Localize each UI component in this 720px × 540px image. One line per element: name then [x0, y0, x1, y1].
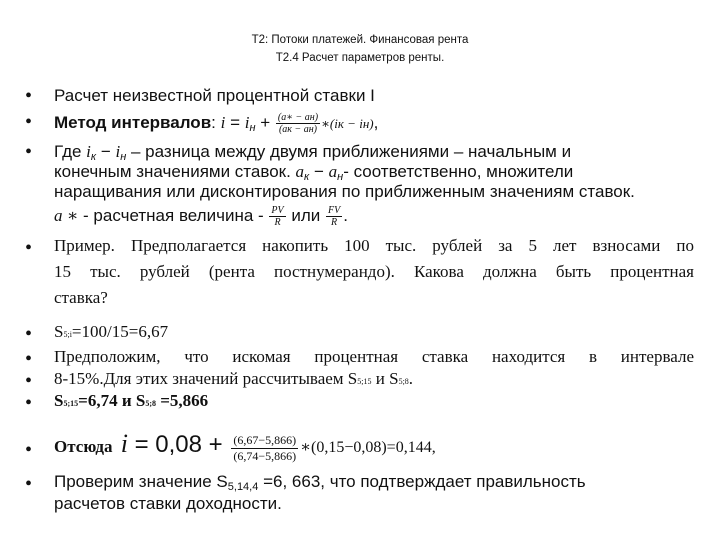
result-sub-2: 5;8	[145, 399, 156, 408]
interval-mid: и S	[371, 369, 399, 388]
fv-numerator: FV	[327, 205, 341, 216]
check-sub: 5,14,4	[227, 481, 259, 493]
result-fraction	[231, 433, 298, 464]
formula-eq: =	[225, 112, 245, 132]
sub-n: н	[120, 151, 127, 163]
result-numerator: (6,67−5,866)	[233, 432, 297, 447]
var-a-n: a	[328, 162, 338, 181]
result-value-1: =6,74 и S	[78, 391, 146, 410]
example-line2	[54, 262, 694, 282]
hence-label: Отсюда	[54, 437, 113, 456]
formula-i-n: i	[244, 112, 250, 132]
sub-k2: к	[304, 171, 310, 183]
sub-n2: н	[337, 171, 344, 183]
bullet-where-line4	[54, 205, 348, 228]
check-text-1b: =6, 663, что подтверждает правильность	[258, 472, 586, 491]
bullet: •	[25, 392, 33, 414]
s-value: =100/15=6,67	[71, 322, 169, 341]
result-denominator: (6,74−5,866)	[233, 448, 297, 463]
bullet: •	[25, 111, 33, 133]
check-text-2: расчетов ставки доходности.	[54, 494, 282, 513]
formula-end: ,	[373, 112, 379, 132]
bullet: •	[25, 370, 33, 392]
result-s1: S	[54, 391, 64, 410]
hence-line	[54, 424, 436, 468]
example-text-3: ставка?	[54, 288, 108, 307]
formula-times: ∗(iк − iн)	[321, 115, 374, 131]
s-symbol: S	[54, 322, 64, 341]
where-line1-rest: – разница между двумя приближениями – начальным и	[126, 142, 572, 161]
results-line	[54, 391, 208, 414]
result-rest: ∗(0,15−0,08)=0,144,	[300, 439, 436, 456]
assume-text: Предположим, что искомая процентная ставка находится в интервале	[54, 347, 694, 366]
where-prefix: Где	[54, 142, 87, 161]
fraction-denominator: (aк − aн)	[278, 124, 318, 135]
s-value-line	[54, 322, 168, 345]
bullet: •	[25, 323, 33, 345]
period: .	[343, 205, 348, 225]
header-subtitle: Т2.4 Расчет параметров ренты.	[275, 52, 445, 64]
example-line1	[54, 236, 694, 256]
var-i-k: i	[86, 142, 91, 161]
where-line2-rest: - соответственно, множители	[343, 162, 574, 181]
or-text: или	[286, 205, 325, 225]
example-text-2: 15 тыс. рублей (рента постнумерандо). Какова должна быть процентная	[54, 262, 694, 281]
header-title: Т2: Потоки платежей. Финансовая рента	[251, 34, 469, 46]
bullet: •	[25, 348, 33, 370]
bullet-where-line3	[54, 182, 635, 202]
sub-k: к	[90, 151, 97, 163]
s-subscript: 5;i	[63, 330, 72, 339]
formula-fraction	[276, 112, 320, 135]
method-colon: :	[211, 112, 216, 132]
result-sub-1: 5;15	[63, 399, 79, 408]
result-value-2: =5,866	[156, 391, 209, 410]
pv-over-r-fraction	[269, 205, 285, 228]
var-a-star: a ∗	[54, 205, 79, 225]
calc-value-text: - расчетная величина -	[78, 205, 269, 225]
interval-text: 8-15%.Для этих значений рассчитываем S	[54, 369, 358, 388]
bullet: •	[25, 85, 33, 107]
r-denominator: R	[274, 217, 281, 228]
where-line2-text: конечным значениями ставок.	[54, 162, 296, 181]
interval-line	[54, 369, 413, 392]
minus-sign-2: −	[309, 162, 329, 181]
bullet: •	[25, 237, 33, 259]
unknown-rate-text: Расчет неизвестной процентной ставки I	[54, 86, 375, 105]
example-line3	[54, 288, 108, 308]
r2-denominator: R	[331, 217, 338, 228]
check-line2	[54, 494, 282, 514]
formula-sub-n: н	[249, 121, 256, 134]
interval-sub-1: 5;15	[357, 377, 372, 386]
check-text-1: Проверим значение S	[54, 472, 228, 491]
where-line3-text: наращивания или дисконтирования по приближенным значениям ставок.	[54, 182, 635, 201]
result-i: i	[120, 429, 128, 458]
pv-numerator: PV	[271, 205, 284, 216]
bullet: •	[25, 141, 33, 163]
method-label: Метод интервалов	[54, 112, 212, 132]
fraction-numerator: (a∗ − aн)	[277, 112, 319, 123]
bullet: •	[25, 473, 33, 495]
var-i-n: i	[115, 142, 121, 161]
bullet-unknown-rate	[54, 86, 375, 106]
minus-sign: −	[96, 142, 116, 161]
example-text-1: Пример. Предполагается накопить 100 тыс. рублей за 5 лет взносами по	[54, 236, 694, 255]
fv-over-r-fraction	[326, 205, 342, 228]
interval-sub-2: 5;8	[398, 377, 409, 386]
bullet: •	[25, 439, 33, 461]
formula-plus: +	[255, 112, 275, 132]
interval-end: .	[408, 369, 414, 388]
bullet-interval-method	[54, 112, 378, 138]
assume-line	[54, 347, 694, 367]
result-eq: = 0,08 +	[127, 431, 230, 458]
var-a-k: a	[295, 162, 305, 181]
formula-i: i	[220, 112, 226, 132]
